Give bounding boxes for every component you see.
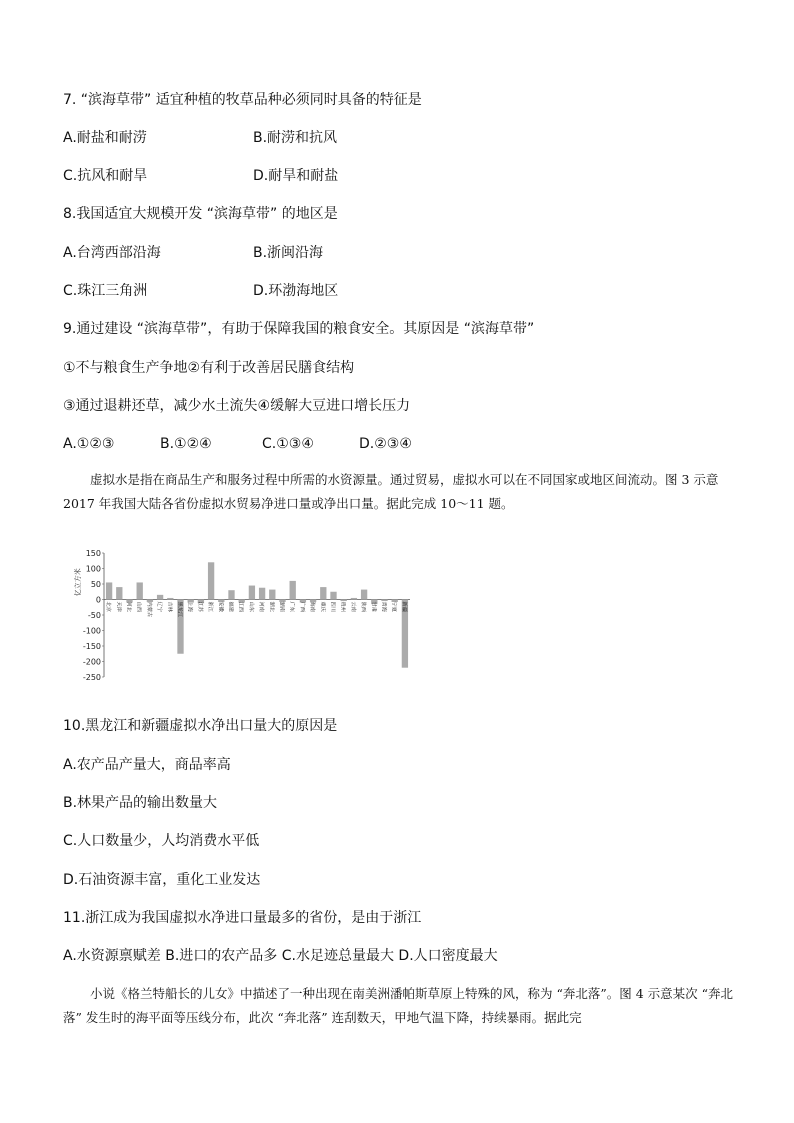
y-tick-label: -150	[82, 642, 101, 651]
bar	[259, 588, 265, 600]
bar	[137, 582, 143, 599]
passage-pampero: 小说《格兰特船长的儿女》中描述了一种出现在南美洲潘帕斯草原上特殊的风，称为 “奔北落”。图 4 示意某次 “奔北落” 发生时的海平面等压线分布，此次 “奔北落” 连刮数天，甲地气温下降，持续暴雨。据此完	[63, 986, 734, 1025]
bar	[320, 587, 326, 599]
category-label: 广西	[298, 601, 305, 612]
bar	[269, 590, 275, 600]
q9-option-c: C.①③④	[262, 436, 314, 452]
q9-stem: 9.通过建设 “滨海草带”，有助于保障我国的粮食安全。其原因是 “滨海草带”	[63, 321, 535, 337]
category-label: 黑龙江	[176, 601, 183, 618]
category-label: 海南	[309, 601, 316, 612]
y-tick-label: -100	[82, 626, 101, 636]
category-label: 四川	[329, 601, 336, 612]
q7-option-a: A.耐盐和耐涝	[63, 130, 147, 146]
bar	[106, 582, 112, 599]
q8-option-d: D.环渤海地区	[253, 283, 339, 299]
q8-stem: 8.我国适宜大规模开发 “滨海草带” 的地区是	[63, 206, 338, 222]
y-tick-label: -250	[82, 673, 101, 682]
y-tick-label: 100	[85, 564, 101, 574]
bar	[167, 598, 173, 600]
passage-virtual-water: 虚拟水是指在商品生产和服务过程中所需的水资源量。通过贸易，虚拟水可以在不同国家或地区间流动。图 3 示意 2017 年我国大陆各省份虚拟水贸易净进口量或净出口量。据此完成 10～11 题。	[63, 472, 719, 511]
category-label: 广东	[288, 601, 295, 612]
bar	[157, 595, 163, 600]
category-label: 宁夏	[390, 601, 397, 612]
q10-option-a: A.农产品产量大，商品率高	[63, 757, 231, 773]
category-label: 云南	[349, 601, 356, 612]
q10-stem: 10.黑龙江和新疆虚拟水净出口量大的原因是	[63, 718, 338, 734]
y-tick-label: -50	[87, 611, 101, 620]
category-label: 上海	[186, 601, 193, 612]
category-label: 内蒙古	[145, 601, 152, 618]
q10-option-c: C.人口数量少，人均消费水平低	[63, 833, 260, 849]
category-label: 北京	[105, 601, 112, 612]
q8-option-c: C.珠江三角洲	[63, 283, 148, 299]
q8-option-b: B.浙闽沿海	[253, 245, 324, 261]
category-label: 江苏	[196, 601, 203, 612]
category-label: 安徽	[217, 601, 224, 612]
category-label: 青海	[380, 601, 387, 612]
y-tick-label: 50	[90, 580, 101, 589]
y-tick-label: 0	[95, 595, 101, 605]
q10-option-b: B.林果产品的输出数量大	[63, 795, 218, 811]
q11-options: A.水资源禀赋差 B.进口的农产品多 C.水足迹总量最大 D.人口密度最大	[63, 948, 498, 964]
q7-option-d: D.耐旱和耐盐	[253, 168, 339, 184]
category-label: 吉林	[166, 601, 173, 612]
bar	[249, 586, 255, 600]
virtual-water-bar-chart	[62, 545, 422, 685]
category-label: 新疆	[400, 601, 407, 612]
category-label: 浙江	[207, 601, 214, 612]
category-label: 山西	[135, 601, 142, 612]
q9-statement-line-1: ①不与粮食生产争地②有利于改善居民膳食结构	[63, 360, 355, 376]
category-label: 甘肃	[370, 601, 377, 612]
bar	[361, 590, 367, 600]
bar	[116, 587, 122, 599]
category-label: 辽宁	[156, 601, 163, 612]
y-tick-label: -200	[82, 657, 101, 667]
bar	[208, 562, 214, 599]
y-axis-label: 亿立方米	[74, 568, 82, 597]
q9-statement-line-2: ③通过退耕还草，减少水土流失④缓解大豆进口增长压力	[63, 398, 411, 414]
q7-option-c: C.抗风和耐旱	[63, 168, 148, 184]
category-label: 江西	[237, 601, 244, 612]
category-label: 天津	[115, 601, 122, 612]
category-label: 福建	[227, 601, 234, 612]
category-label: 湖南	[278, 601, 285, 612]
bar	[228, 590, 234, 599]
q11-stem: 11.浙江成为我国虚拟水净进口量最多的省份，是由于浙江	[63, 910, 422, 926]
q10-option-d: D.石油资源丰富，重化工业发达	[63, 872, 261, 888]
q7-stem: 7. “滨海草带” 适宜种植的牧草品种必须同时具备的特征是	[63, 92, 422, 108]
q9-option-d: D.②③④	[359, 436, 412, 452]
q7-option-b: B.耐涝和抗风	[253, 130, 338, 146]
category-label: 河南	[258, 601, 265, 612]
q9-option-b: B.①②④	[160, 436, 212, 452]
category-label: 河北	[125, 601, 132, 612]
q8-option-a: A.台湾西部沿海	[63, 245, 161, 261]
category-label: 湖北	[268, 601, 275, 612]
category-label: 山东	[247, 601, 254, 612]
bar	[351, 598, 357, 600]
y-tick-label: 150	[85, 549, 101, 558]
category-label: 贵州	[339, 601, 346, 612]
bar	[290, 581, 296, 600]
category-label: 重庆	[319, 601, 326, 612]
category-label: 陕西	[360, 601, 367, 612]
q9-option-a: A.①②③	[63, 436, 115, 452]
bar	[330, 592, 336, 600]
